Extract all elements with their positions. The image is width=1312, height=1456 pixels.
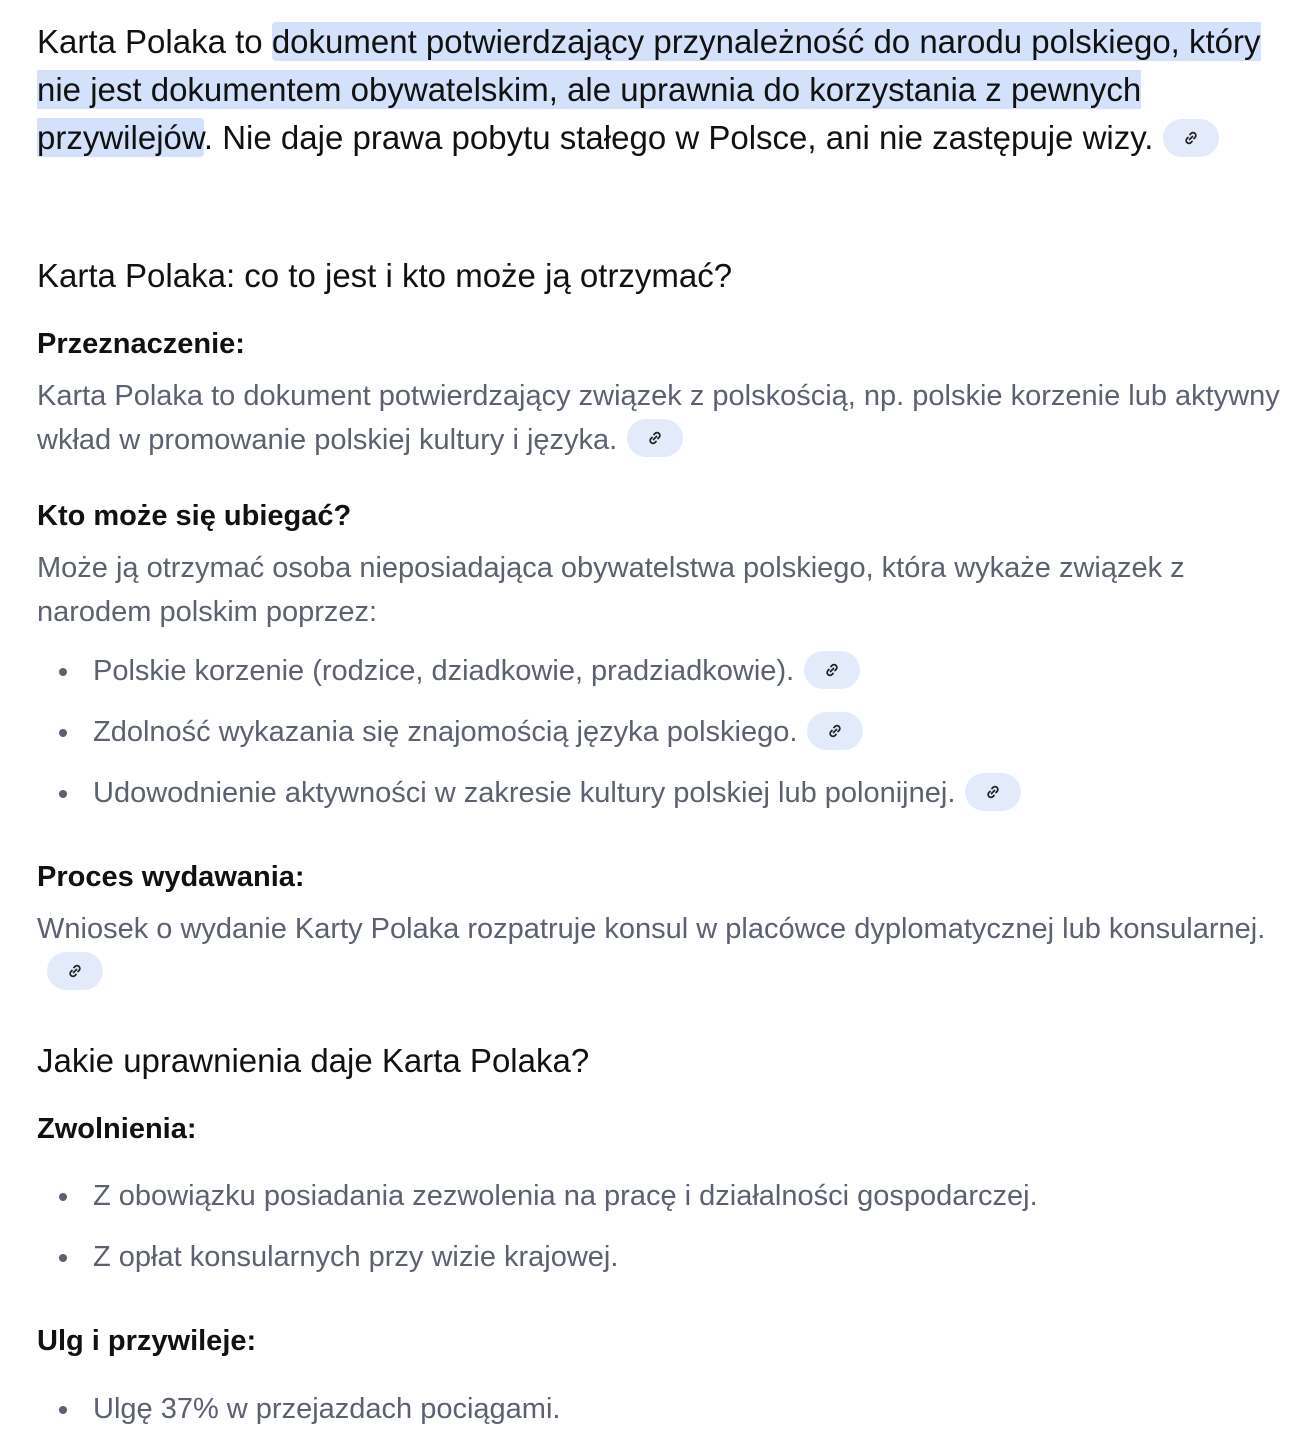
intro-prefix: Karta Polaka to (37, 23, 272, 60)
subheading-eligibility: Kto może się ubiegać? (37, 500, 352, 532)
purpose-paragraph (37, 374, 1312, 462)
citation-button-purpose[interactable] (627, 419, 683, 457)
citation-button-process[interactable] (47, 952, 103, 990)
discounts-list (37, 1379, 1307, 1440)
citation-button[interactable] (965, 773, 1021, 811)
link-icon (67, 963, 83, 979)
link-icon (985, 784, 1001, 800)
intro-highlight[interactable]: dokument potwierdzający przynależność do narodu polskiego, który nie jest dokumentem obywatelskim, ale uprawnia do korzystania z pewnych przywilejów (37, 23, 1261, 156)
section-heading-privileges: Jakie uprawnienia daje Karta Polaka? (37, 1042, 590, 1079)
link-icon (827, 723, 843, 739)
list-item-text: Ulgę 37% w przejazdach pociągami. (93, 1393, 561, 1425)
subheading-discounts: Ulg i przywileje: (37, 1325, 257, 1357)
list-item (37, 1227, 1307, 1288)
citation-button[interactable] (807, 712, 863, 750)
citation-button[interactable] (804, 651, 860, 689)
list-item (37, 702, 1307, 763)
list-item-text: Z opłat konsularnych przy wizie krajowej. (93, 1241, 619, 1273)
section-heading-what-is: Karta Polaka: co to jest i kto może ją otrzymać? (37, 257, 733, 294)
subheading-process: Proces wydawania: (37, 861, 305, 893)
answer-content (0, 18, 1312, 162)
list-item-text: Zdolność wykazania się znajomością języka polskiego. (93, 716, 798, 748)
eligibility-paragraph: Może ją otrzymać osoba nieposiadająca obywatelstwa polskiego, która wykaże związek z narodem polskim poprzez: (37, 552, 1185, 628)
link-icon (824, 662, 840, 678)
subheading-exemptions: Zwolnienia: (37, 1113, 197, 1145)
subheading-purpose: Przeznaczenie: (37, 328, 245, 360)
list-item (37, 1166, 1307, 1227)
list-item-text: Udowodnienie aktywności w zakresie kultury polskiej lub polonijnej. (93, 777, 956, 809)
intro-paragraph (37, 18, 1312, 162)
exemptions-list (37, 1166, 1307, 1288)
list-item (37, 763, 1307, 824)
process-text: Wniosek o wydanie Karty Polaka rozpatruje konsul w placówce dyplomatycznej lub konsularnej. (37, 913, 1266, 945)
purpose-text: Karta Polaka to dokument potwierdzający związek z polskością, np. polskie korzenie lub aktywny wkład w promowanie polskiej kultury i języka. (37, 380, 1280, 456)
process-paragraph (37, 907, 1312, 995)
intro-suffix: . Nie daje prawa pobytu stałego w Polsce, ani nie zastępuje wizy. (203, 119, 1154, 156)
list-item (37, 1379, 1307, 1440)
list-item-text: Z obowiązku posiadania zezwolenia na pracę i działalności gospodarczej. (93, 1180, 1038, 1212)
citation-button-intro[interactable] (1163, 119, 1219, 157)
link-icon (647, 430, 663, 446)
eligibility-list (37, 641, 1307, 824)
list-item (37, 641, 1307, 702)
link-icon (1183, 130, 1199, 146)
list-item-text: Polskie korzenie (rodzice, dziadkowie, pradziadkowie). (93, 655, 795, 687)
